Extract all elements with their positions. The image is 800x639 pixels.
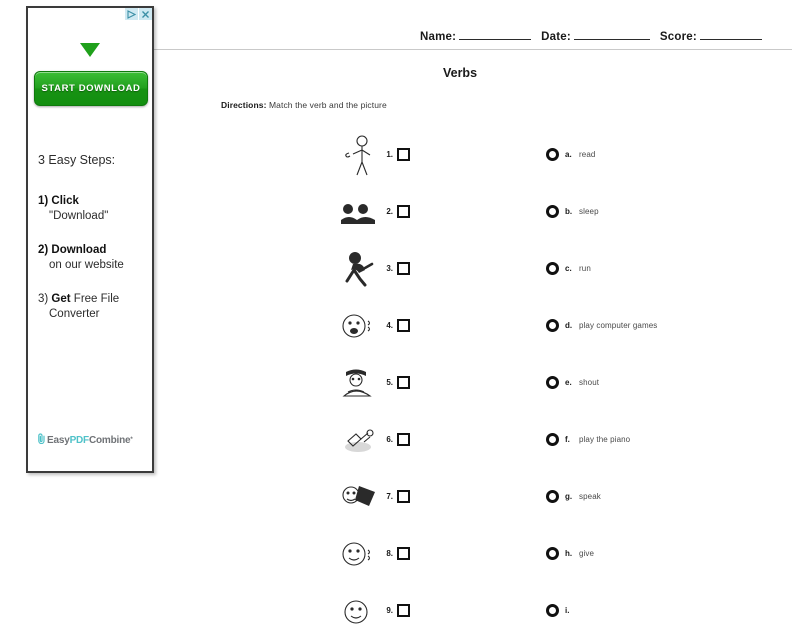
answer-row [546, 468, 786, 525]
answer-bullet[interactable] [546, 262, 559, 275]
down-arrow-icon [28, 42, 152, 63]
answer-word: play the piano [579, 435, 631, 444]
easypdfcombine-logo[interactable] [38, 433, 133, 447]
answer-word: shout [579, 378, 600, 387]
question-row [300, 411, 410, 468]
question-row [300, 126, 410, 183]
ad-step-3-suffix: Free File [70, 293, 120, 305]
directions-text: Match the verb and the picture [268, 100, 387, 110]
ad-step-1-bold: 1) Click [38, 195, 79, 207]
name-field [420, 28, 531, 43]
header-divider [152, 49, 792, 50]
answer-letter: a. [565, 150, 572, 159]
answer-letter: g. [565, 492, 573, 501]
question-row [300, 297, 410, 354]
face-talking-icon [337, 532, 379, 576]
date-blank-line [574, 28, 650, 40]
question-row [300, 468, 410, 525]
date-field [541, 28, 650, 43]
person-reading-book-icon [337, 361, 379, 405]
logo-combine: Combine [88, 434, 131, 446]
answer-row [546, 183, 786, 240]
answer-row [546, 411, 786, 468]
answer-letter: e. [565, 378, 572, 387]
directions [221, 100, 387, 110]
answer-letter: d. [565, 321, 573, 330]
logo-trademark: * [130, 437, 133, 443]
ad-step-3-line2: Converter [49, 308, 100, 320]
ad-step-1 [38, 194, 150, 224]
person-at-computer-icon [337, 475, 379, 519]
start-download-button[interactable]: START DOWNLOAD [34, 71, 148, 106]
answer-bullet[interactable] [546, 490, 559, 503]
score-blank-line [700, 28, 762, 40]
close-icon[interactable] [139, 8, 152, 20]
person-running-icon [337, 247, 379, 291]
answer-checkbox[interactable] [397, 148, 410, 161]
answer-word: sleep [579, 207, 599, 216]
ad-step-3 [38, 292, 150, 322]
questions-column [300, 126, 410, 639]
ad-headline: 3 Easy Steps: [38, 153, 116, 167]
header-fields [420, 28, 790, 43]
answer-checkbox[interactable] [397, 547, 410, 560]
answer-checkbox[interactable] [397, 205, 410, 218]
answer-checkbox[interactable] [397, 376, 410, 389]
answer-row [546, 240, 786, 297]
answers-column [546, 126, 786, 639]
ad-step-2-bold: 2) Download [38, 244, 107, 256]
answer-bullet[interactable] [546, 547, 559, 560]
answer-row [546, 126, 786, 183]
answer-word: run [579, 264, 591, 273]
answer-bullet[interactable] [546, 319, 559, 332]
adchoices-icon[interactable] [125, 8, 138, 20]
person-speaking-gesturing-icon [337, 133, 379, 177]
ad-step-3-bold: Get [51, 293, 71, 305]
question-number: 9. [386, 606, 393, 615]
answer-letter: i. [565, 606, 570, 615]
face-icon [337, 589, 379, 633]
date-label: Date: [541, 31, 571, 43]
answer-bullet[interactable] [546, 205, 559, 218]
hand-giving-icon [337, 418, 379, 462]
paperclip-icon [38, 433, 46, 447]
answer-row [546, 354, 786, 411]
ad-steps-list [38, 194, 150, 341]
answer-row [546, 297, 786, 354]
logo-easy: Easy [47, 434, 70, 446]
answer-bullet[interactable] [546, 148, 559, 161]
answer-letter: f. [565, 435, 570, 444]
question-number: 1. [386, 150, 393, 159]
two-people-sleeping-icon [337, 190, 379, 234]
answer-letter: b. [565, 207, 573, 216]
answer-word: give [579, 549, 595, 558]
question-number: 7. [386, 492, 393, 501]
question-number: 6. [386, 435, 393, 444]
answer-row [546, 525, 786, 582]
question-row [300, 354, 410, 411]
name-blank-line [459, 28, 531, 40]
answer-checkbox[interactable] [397, 262, 410, 275]
page-title: Verbs [442, 66, 478, 80]
ad-step-2-line2: on our website [49, 259, 124, 271]
question-row [300, 582, 410, 639]
ad-step-3-prefix: 3) [38, 293, 52, 305]
answer-letter: h. [565, 549, 573, 558]
answer-bullet[interactable] [546, 433, 559, 446]
question-row [300, 240, 410, 297]
advertisement-overlay[interactable] [26, 6, 154, 473]
answer-word: speak [579, 492, 601, 501]
score-label: Score: [659, 31, 697, 43]
question-row [300, 525, 410, 582]
question-number: 3. [386, 264, 393, 273]
ad-step-1-line2: "Download" [49, 210, 109, 222]
answer-word: play computer games [579, 321, 658, 330]
answer-checkbox[interactable] [397, 319, 410, 332]
answer-word: read [579, 150, 596, 159]
answer-checkbox[interactable] [397, 433, 410, 446]
answer-letter: c. [565, 264, 572, 273]
ad-step-2 [38, 243, 150, 273]
question-number: 5. [386, 378, 393, 387]
score-field [660, 28, 762, 43]
name-label: Name: [420, 31, 457, 43]
directions-label: Directions: [221, 100, 267, 110]
answer-bullet[interactable] [546, 376, 559, 389]
logo-pdf: PDF [69, 434, 89, 446]
answer-checkbox[interactable] [397, 490, 410, 503]
question-number: 2. [386, 207, 393, 216]
face-shouting-icon [337, 304, 379, 348]
ad-topbar [125, 8, 152, 20]
answer-bullet[interactable] [546, 604, 559, 617]
question-number: 8. [386, 549, 393, 558]
question-number: 4. [386, 321, 393, 330]
answer-checkbox[interactable] [397, 604, 410, 617]
answer-row [546, 582, 786, 639]
question-row [300, 183, 410, 240]
